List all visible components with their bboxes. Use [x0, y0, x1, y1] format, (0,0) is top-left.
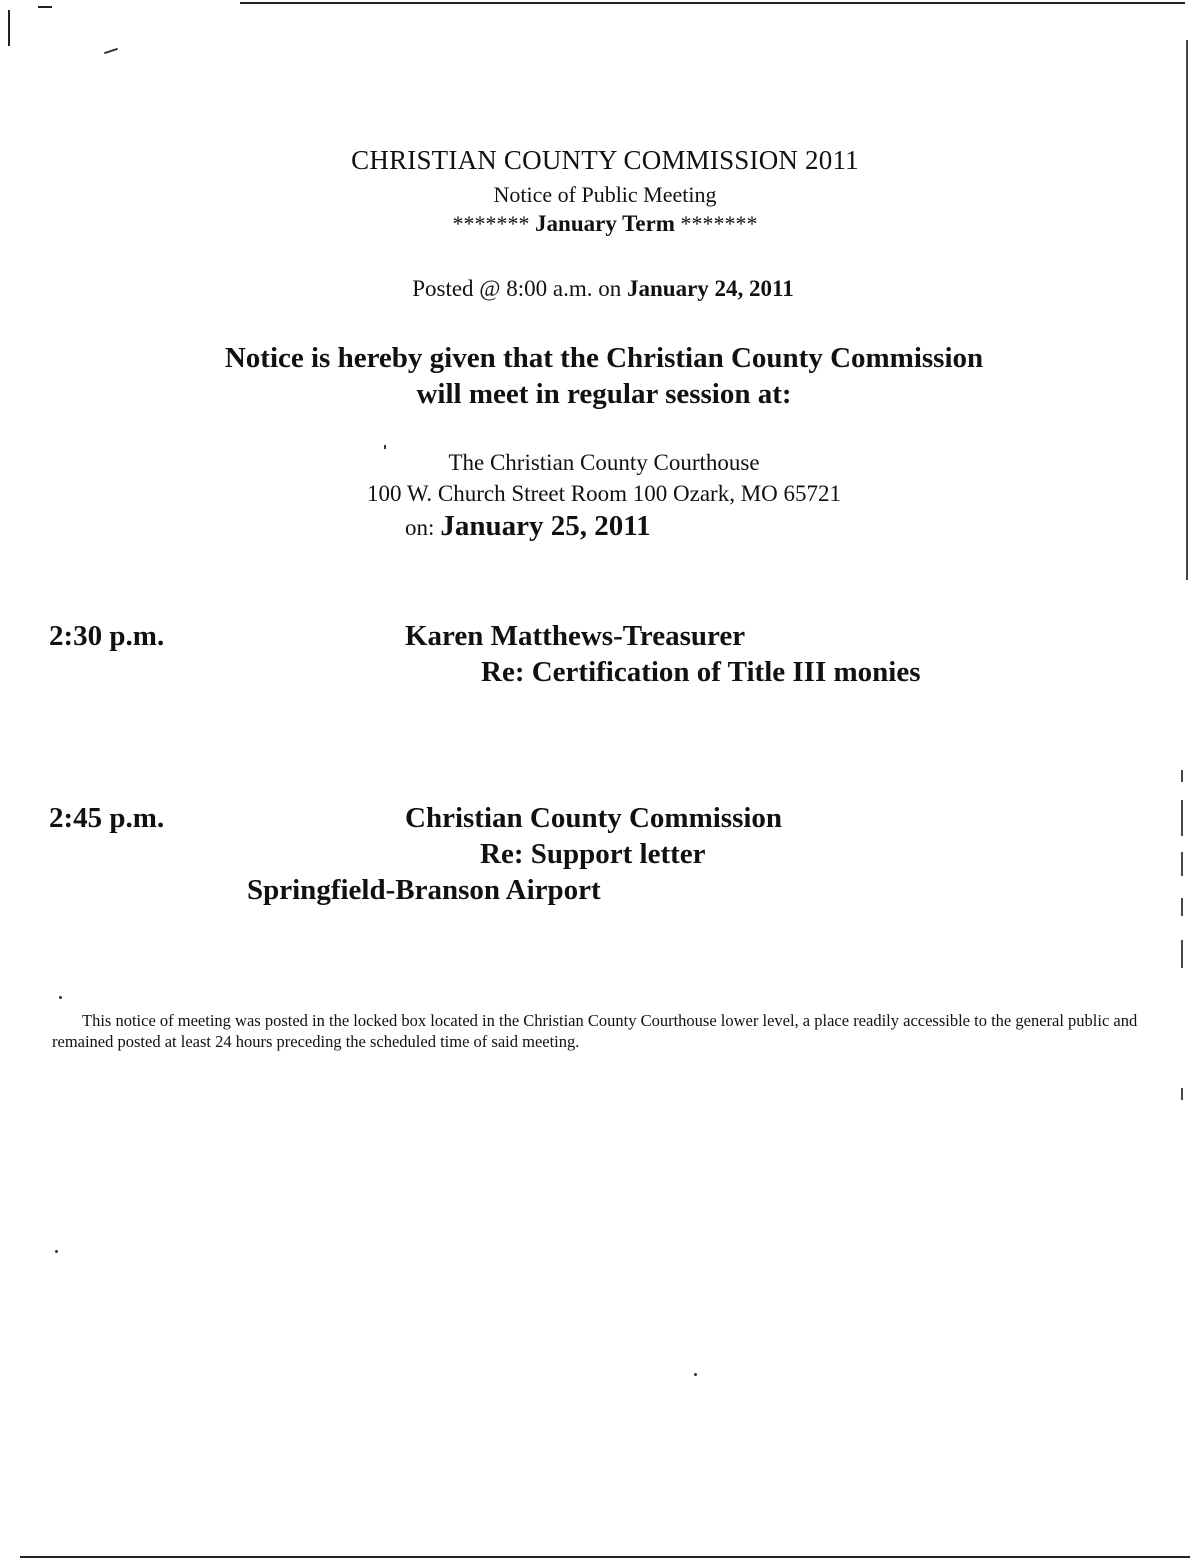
posted-line: [3, 276, 1200, 302]
term-line: [5, 211, 1200, 237]
scan-mark: [1181, 852, 1183, 876]
scan-mark: [1181, 770, 1183, 782]
scan-mark: [59, 996, 62, 999]
agenda-item-1-subject: Re: Certification of Title III monies: [481, 656, 921, 688]
meeting-date-line: [405, 510, 651, 543]
scan-mark: [104, 48, 118, 54]
scan-mark: [694, 1373, 697, 1376]
term-label: January Term: [535, 211, 675, 236]
document-title: CHRISTIAN COUNTY COMMISSION 2011: [351, 145, 859, 175]
scan-mark: [1181, 940, 1183, 968]
stars-right: *******: [680, 211, 758, 236]
scan-mark: [1181, 1088, 1183, 1100]
agenda-item-1-name: Karen Matthews-Treasurer: [405, 620, 746, 652]
notice-line-2: will meet in regular session at:: [416, 378, 792, 410]
meeting-date-label: on:: [405, 515, 435, 540]
document-subtitle: Notice of Public Meeting: [493, 182, 717, 207]
agenda-item-2-detail: Springfield-Branson Airport: [247, 874, 601, 906]
posted-prefix: Posted @ 8:00 a.m. on: [412, 276, 622, 301]
agenda-item-2-subject: Re: Support letter: [480, 838, 706, 870]
notice-line-1: Notice is hereby given that the Christian County Commission: [224, 342, 984, 374]
agenda-item-1-time: 2:30 p.m.: [49, 620, 165, 652]
scan-mark: [38, 6, 52, 8]
meeting-date: January 25, 2011: [440, 510, 651, 542]
scan-mark: [1181, 898, 1183, 916]
scan-border-left: [8, 10, 10, 46]
scan-mark: [384, 445, 386, 449]
location-building: The Christian County Courthouse: [448, 450, 760, 475]
scan-border-bottom: [20, 1556, 1190, 1558]
agenda-item-2-time: 2:45 p.m.: [49, 802, 165, 834]
posting-statement: This notice of meeting was posted in the locked box located in the Christian County Courthouse lower level, a place readily accessible to the general public and remained posted at least 24 hours preceding the scheduled time of said meeting.: [52, 1011, 1138, 1051]
agenda-item-2-name: Christian County Commission: [405, 802, 783, 834]
scan-mark: [55, 1250, 58, 1253]
stars-left: *******: [452, 211, 530, 236]
scan-mark: [1181, 800, 1183, 836]
location-address: 100 W. Church Street Room 100 Ozark, MO 65721: [366, 481, 841, 506]
scan-border-top: [240, 2, 1185, 4]
posted-date: January 24, 2011: [626, 276, 794, 301]
